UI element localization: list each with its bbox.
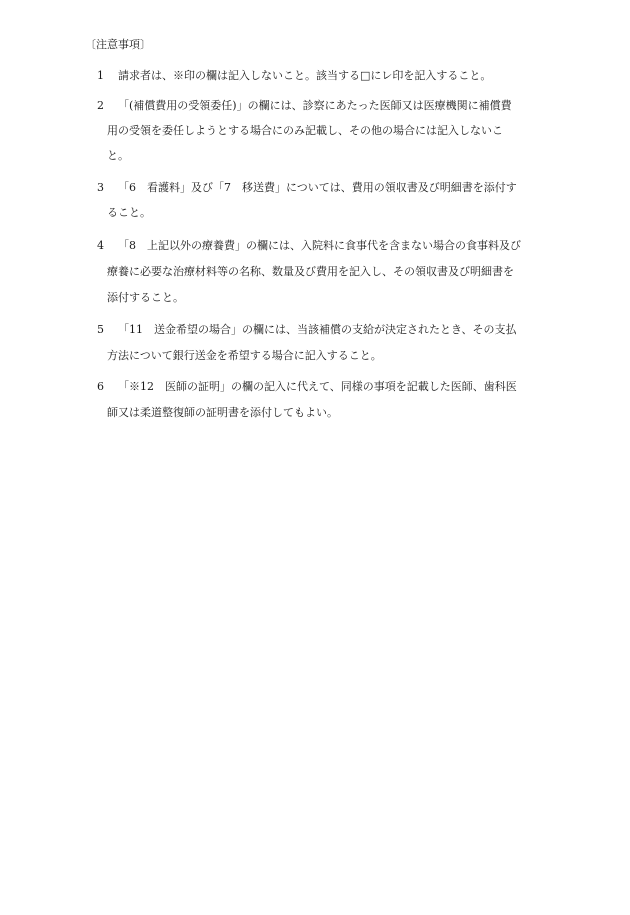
note-line: ること。 (107, 206, 151, 219)
note-line: 方法について銀行送金を希望する場合に記入すること。 (107, 349, 382, 362)
note-number: 2 (97, 99, 104, 112)
note-line: 「※12 医師の証明」の欄の記入に代えて、同様の事項を記載した医師、歯科医 (118, 380, 517, 393)
note-line: 師又は柔道整復師の証明書を添付してもよい。 (107, 406, 338, 419)
note-number: 5 (97, 323, 104, 336)
note-line: 添付すること。 (107, 291, 184, 304)
note-number: 6 (97, 380, 104, 393)
note-number: 1 (97, 69, 104, 82)
note-line: 用の受領を委任しようとする場合にのみ記載し、その他の場合には記入しないこ (107, 124, 503, 137)
note-number: 3 (97, 181, 104, 194)
note-line: と。 (107, 149, 129, 162)
note-line: 請求者は、※印の欄は記入しないこと。該当する□にレ印を記入すること。 (118, 69, 492, 82)
note-line: 「11 送金希望の場合」の欄には、当該補償の支給が決定されたとき、その支払 (118, 323, 517, 336)
note-line: 療養に必要な治療材料等の名称、数量及び費用を記入し、その領収書及び明細書を (107, 265, 514, 278)
note-line: 「8 上記以外の療養費」の欄には、入院料に食事代を含まない場合の食事料及び (118, 239, 521, 252)
note-number: 4 (97, 239, 104, 252)
note-line: 「6 看護料」及び「7 移送費」については、費用の領収書及び明細書を添付す (118, 181, 517, 194)
note-line: 「(補償費用の受領委任)」の欄には、診察にあたった医師又は医療機関に補償費 (118, 99, 512, 112)
notes-heading: 〔注意事項〕 (85, 38, 151, 51)
